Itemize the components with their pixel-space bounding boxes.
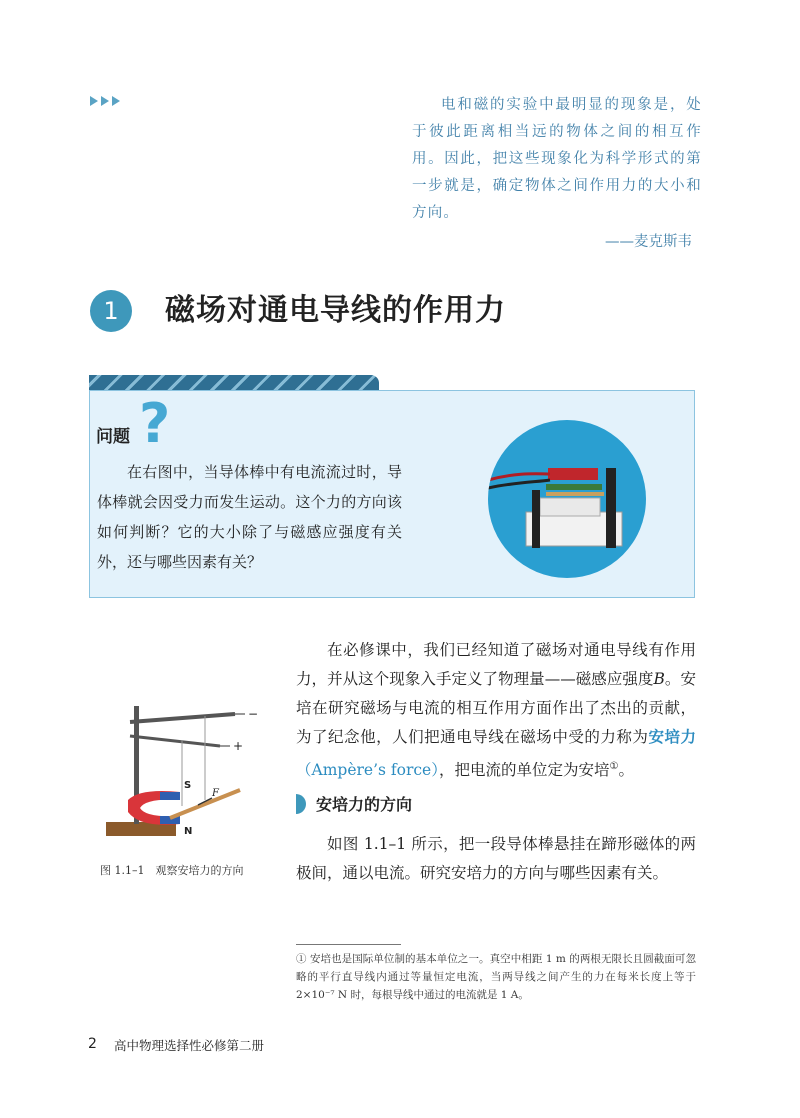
symbol-b: B bbox=[653, 670, 665, 688]
body-paragraph-2 bbox=[296, 830, 696, 888]
figure-label-s: S bbox=[184, 780, 192, 791]
quote-author: ——麦克斯韦 bbox=[605, 234, 692, 250]
intro-paragraph bbox=[296, 636, 696, 785]
figure-ampere-setup bbox=[100, 700, 260, 850]
question-label: 问题 bbox=[96, 427, 130, 447]
body2-text: 如图 1.1–1 所示，把一段导体棒悬挂在蹄形磁体的两极间，通以电流。研究安培力的方向与哪些因素有关。 bbox=[296, 835, 696, 882]
intro-text-4: 。 bbox=[618, 761, 634, 780]
figure-label-plus: + bbox=[233, 739, 244, 753]
intro-text-1: 在必修课中，我们已经知道了磁场对通电导线有作用力，并从这个现象入手定义了物理量——磁感应强度 bbox=[296, 641, 696, 688]
question-box-banner bbox=[89, 375, 379, 391]
intro-text-2: 。安培在研究磁场与电流的相互作用方面作出了杰出的贡献，为了纪念他，人们把通电导线在磁场中受的力称为 bbox=[296, 670, 696, 746]
subsection-title: 安培力的方向 bbox=[316, 795, 413, 814]
book-title: 高中物理选择性必修第二册 bbox=[114, 1038, 265, 1053]
arrow-marks bbox=[90, 96, 120, 106]
section-number-badge: 1 bbox=[90, 290, 132, 332]
question-mark-icon: ? bbox=[139, 392, 171, 455]
quote-text: 电和磁的实验中最明显的现象是，处于彼此距离相当远的物体之间的相互作用。因此，把这些现象化为科学形式的第一步就是，确定物体之间作用力的大小和方向。 bbox=[412, 97, 702, 221]
section-title: 磁场对通电导线的作用力 bbox=[165, 293, 506, 328]
term-ampere-force: 安培力 bbox=[648, 728, 696, 746]
figure-label-n: N bbox=[184, 826, 193, 837]
arrow-icon bbox=[101, 96, 109, 106]
heading-marker-icon bbox=[296, 794, 306, 814]
figure-illustration bbox=[100, 700, 260, 850]
question-paragraph: 在右图中，当导体棒中有电流流过时，导体棒就会因受力而发生运动。这个力的方向该如何判断？它的大小除了与磁感应强度有关外，还与哪些因素有关？ bbox=[97, 463, 402, 571]
intro-text-3: ，把电流的单位定为安培 bbox=[438, 761, 610, 780]
footnote-ref[interactable]: ① bbox=[609, 761, 619, 772]
question-text bbox=[97, 457, 402, 577]
footnote-text: ① 安培也是国际单位制的基本单位之一。真空中相距 1 m 的两根无限长且圆截面可忽略的平行直导线内通过等量恒定电流，当两导线之间产生的力在每米长度上等于 2×10⁻⁷ N 时，每根导线中通过的电流就是 1 A。 bbox=[296, 953, 696, 1001]
arrow-icon bbox=[90, 96, 98, 106]
figure-caption: 图 1.1–1 观察安培力的方向 bbox=[100, 864, 244, 877]
apparatus-photo bbox=[488, 420, 646, 578]
figure-label-minus: − bbox=[248, 707, 259, 721]
figure-label-f: F bbox=[212, 788, 219, 799]
footnote-divider bbox=[296, 944, 401, 945]
epigraph-quote bbox=[412, 92, 702, 256]
arrow-icon bbox=[112, 96, 120, 106]
page-number: 2 bbox=[88, 1036, 97, 1052]
apparatus-illustration bbox=[488, 420, 646, 578]
term-english: （Ampère’s force） bbox=[296, 761, 439, 780]
subsection-heading bbox=[296, 792, 412, 815]
